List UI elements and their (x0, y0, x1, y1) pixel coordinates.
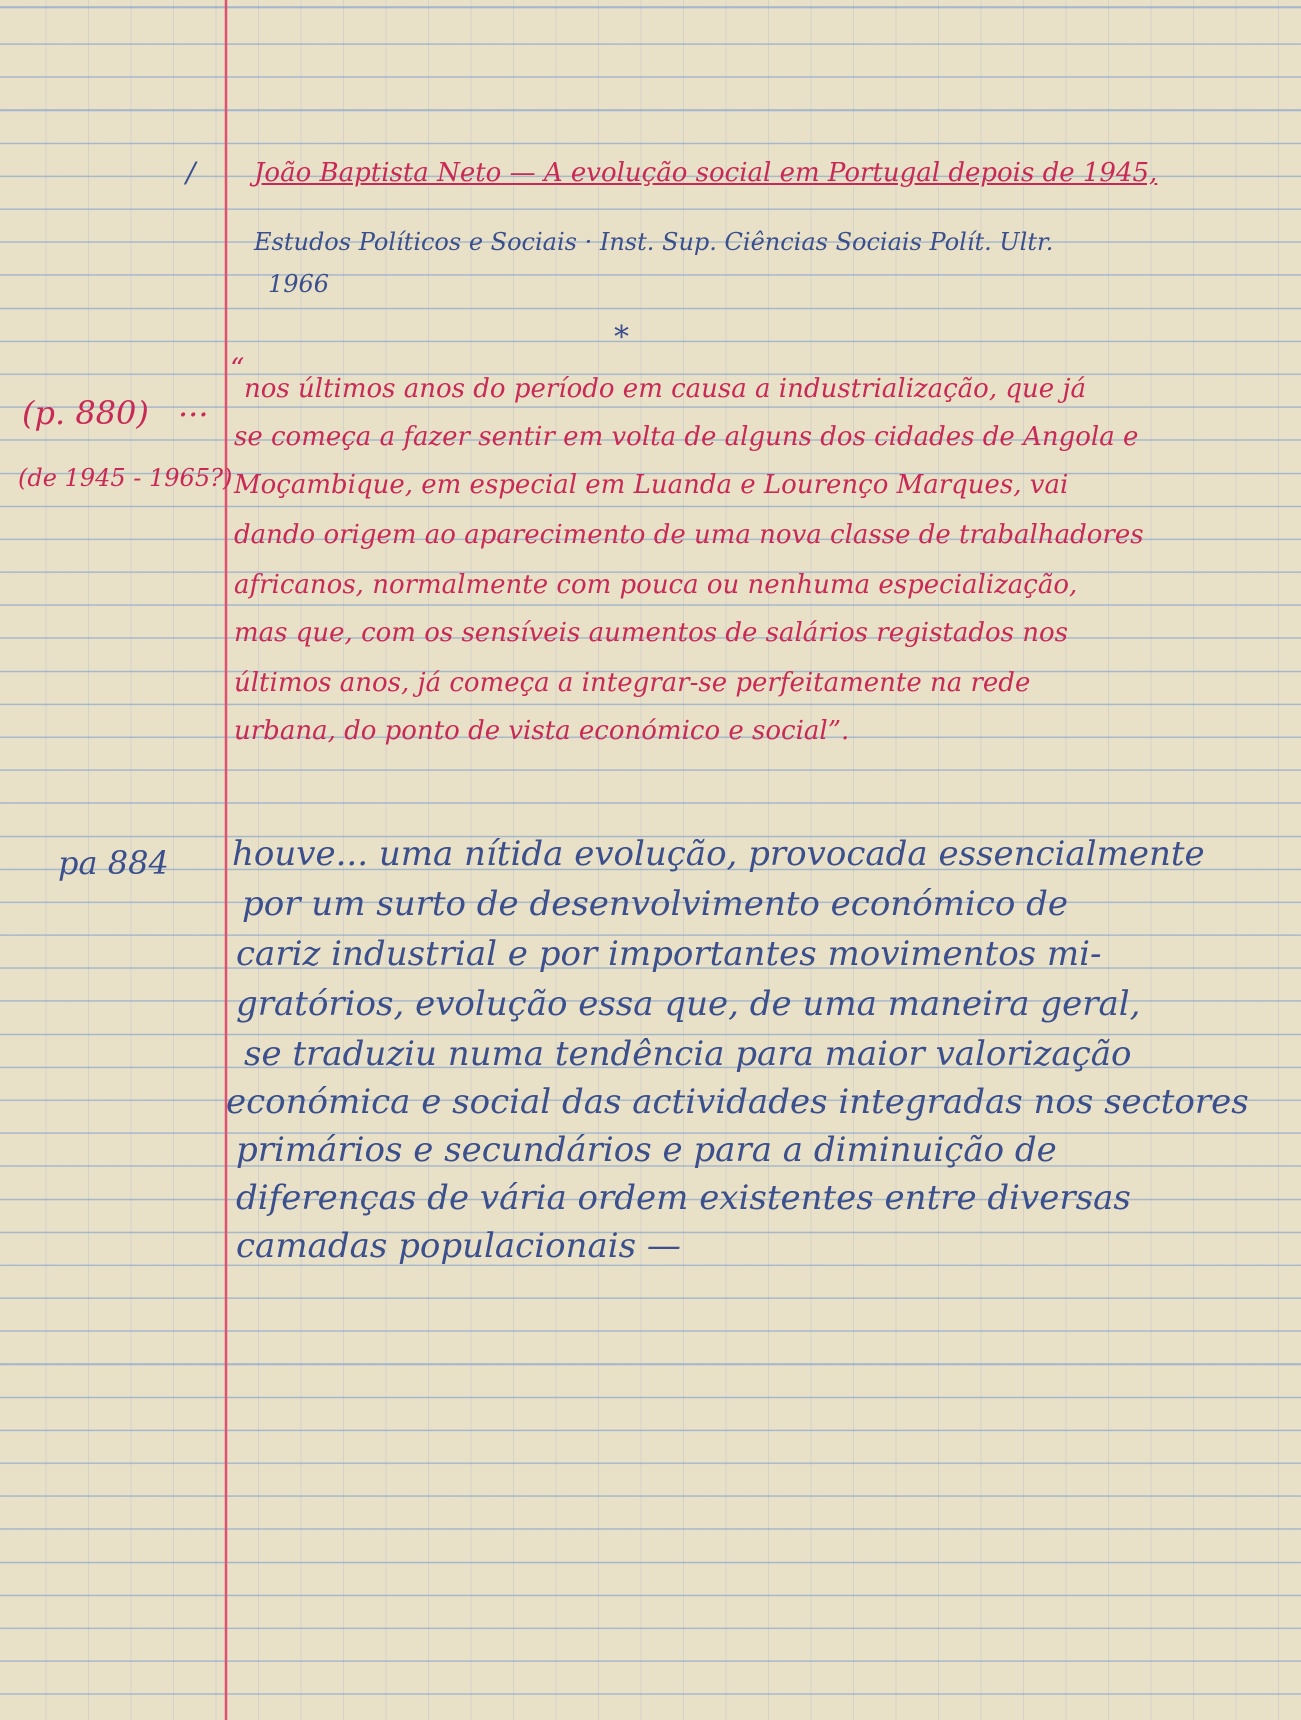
citation-line: Estudos Políticos e Sociais · Inst. Sup. Ciências Sociais Polít. Ultr. (254, 228, 1054, 256)
quote2-line: houve... uma nítida evolução, provocada essencialmente (232, 834, 1205, 874)
period-note: (de 1945 - 1965?) (18, 464, 233, 492)
page-reference-880: (p. 880) (22, 394, 149, 432)
page-title: João Baptista Neto — A evolução social em Portugal depois de 1945, (254, 158, 1158, 188)
quote1-line: Moçambique, em especial em Luanda e Lourenço Marques, vai (234, 470, 1069, 500)
quote1-line: últimos anos, já começa a integrar-se perfeitamente na rede (234, 668, 1031, 698)
quote2-line: económica e social das actividades integradas nos sectores (226, 1082, 1249, 1122)
tick-mark: / (186, 156, 196, 189)
quote-ellipsis: ... (178, 386, 209, 424)
quote2-line: cariz industrial e por importantes movimentos mi- (236, 934, 1102, 974)
quote2-line: por um surto de desenvolvimento económico de (242, 884, 1068, 924)
quote2-line: se traduziu numa tendência para maior valorização (244, 1034, 1132, 1074)
quote1-line: nos últimos anos do período em causa a industrialização, que já (244, 374, 1086, 404)
quote1-line: mas que, com os sensíveis aumentos de salários registados nos (234, 618, 1069, 648)
quote2-line: gratórios, evolução essa que, de uma maneira geral, (236, 984, 1141, 1024)
opening-quote-mark: “ (230, 352, 245, 385)
quote1-line: dando origem ao aparecimento de uma nova classe de trabalhadores (234, 520, 1144, 550)
quote2-line: primários e secundários e para a diminuição de (236, 1130, 1057, 1170)
citation-year: 1966 (268, 270, 330, 298)
quote1-line: urbana, do ponto de vista económico e social”. (234, 716, 850, 746)
section-divider-star: * (614, 320, 629, 355)
quote1-line: se começa a fazer sentir em volta de alguns dos cidades de Angola e (234, 422, 1139, 452)
quote2-line: diferenças de vária ordem existentes entre diversas (236, 1178, 1131, 1218)
quote1-line: africanos, normalmente com pouca ou nenhuma especialização, (234, 570, 1078, 600)
quote2-line: camadas populacionais — (236, 1226, 681, 1266)
page-reference-884: pa 884 (58, 844, 169, 882)
